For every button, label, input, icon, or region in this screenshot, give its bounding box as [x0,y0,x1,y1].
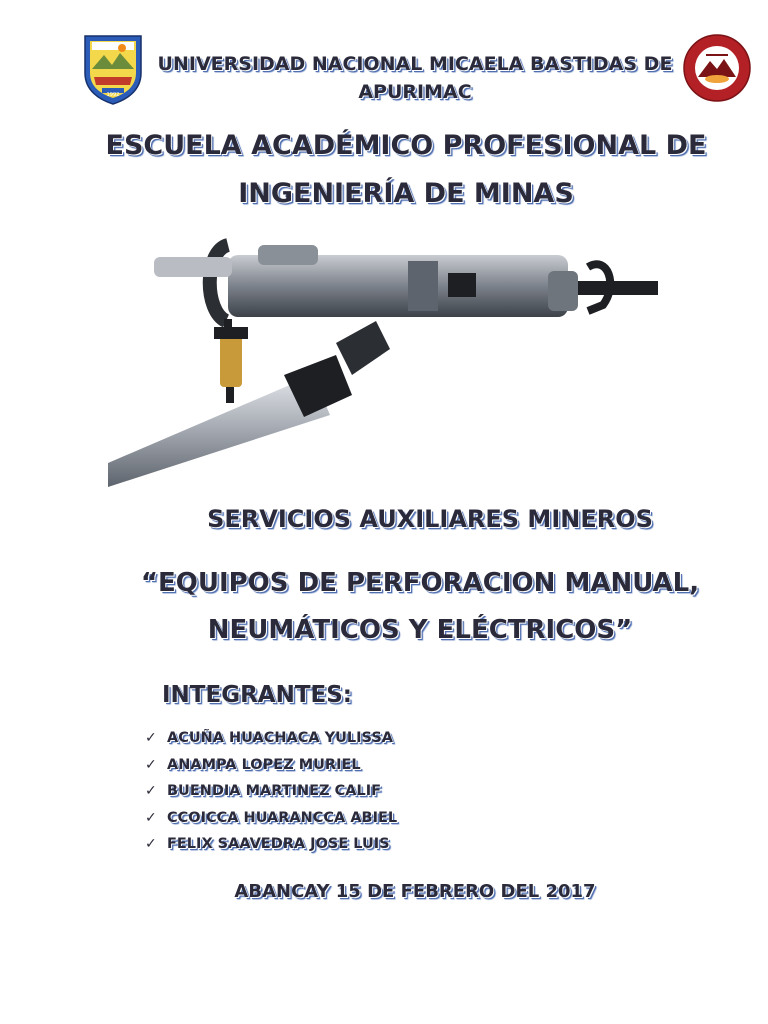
course-title: SERVICIOS AUXILIARES MINEROS [207,505,653,533]
members-heading: INTEGRANTES: [162,682,353,708]
list-item [145,778,397,805]
member-name: BUENDIA MARTINEZ CALIF [167,783,382,800]
checkmark-icon: ✓ [145,756,157,773]
member-name: FELIX SAAVEDRA JOSE LUIS [167,836,390,853]
date-line: ABANCAY 15 DE FEBRERO DEL 2017 [234,881,596,902]
university-shield-logo [82,33,144,105]
list-item [145,805,397,832]
members-list [145,725,397,858]
list-item [145,831,397,858]
list-item [145,752,397,779]
subject-title: “EQUIPOS DE PERFORACION MANUAL, NEUMÁTICOS Y ELÉCTRICOS” [140,568,700,645]
school-name: ESCUELA ACADÉMICO PROFESIONAL DE INGENIERÍA DE MINAS [105,130,707,209]
checkmark-icon: ✓ [145,730,157,747]
checkmark-icon: ✓ [145,809,157,826]
mining-engineering-seal-logo [682,33,752,103]
member-name: CCOICCA HUARANCCA ABIEL [167,809,398,826]
pneumatic-rock-drill-photo [108,225,668,487]
university-name: UNIVERSIDAD NACIONAL MICAELA BASTIDAS DE APURIMAC [157,53,673,103]
logo-year: 1992 [106,92,120,98]
checkmark-icon: ✓ [145,783,157,800]
member-name: ANAMPA LOPEZ MURIEL [167,756,361,773]
checkmark-icon: ✓ [145,836,157,853]
list-item [145,725,397,752]
member-name: ACUÑA HUACHACA YULISSA [167,730,394,747]
